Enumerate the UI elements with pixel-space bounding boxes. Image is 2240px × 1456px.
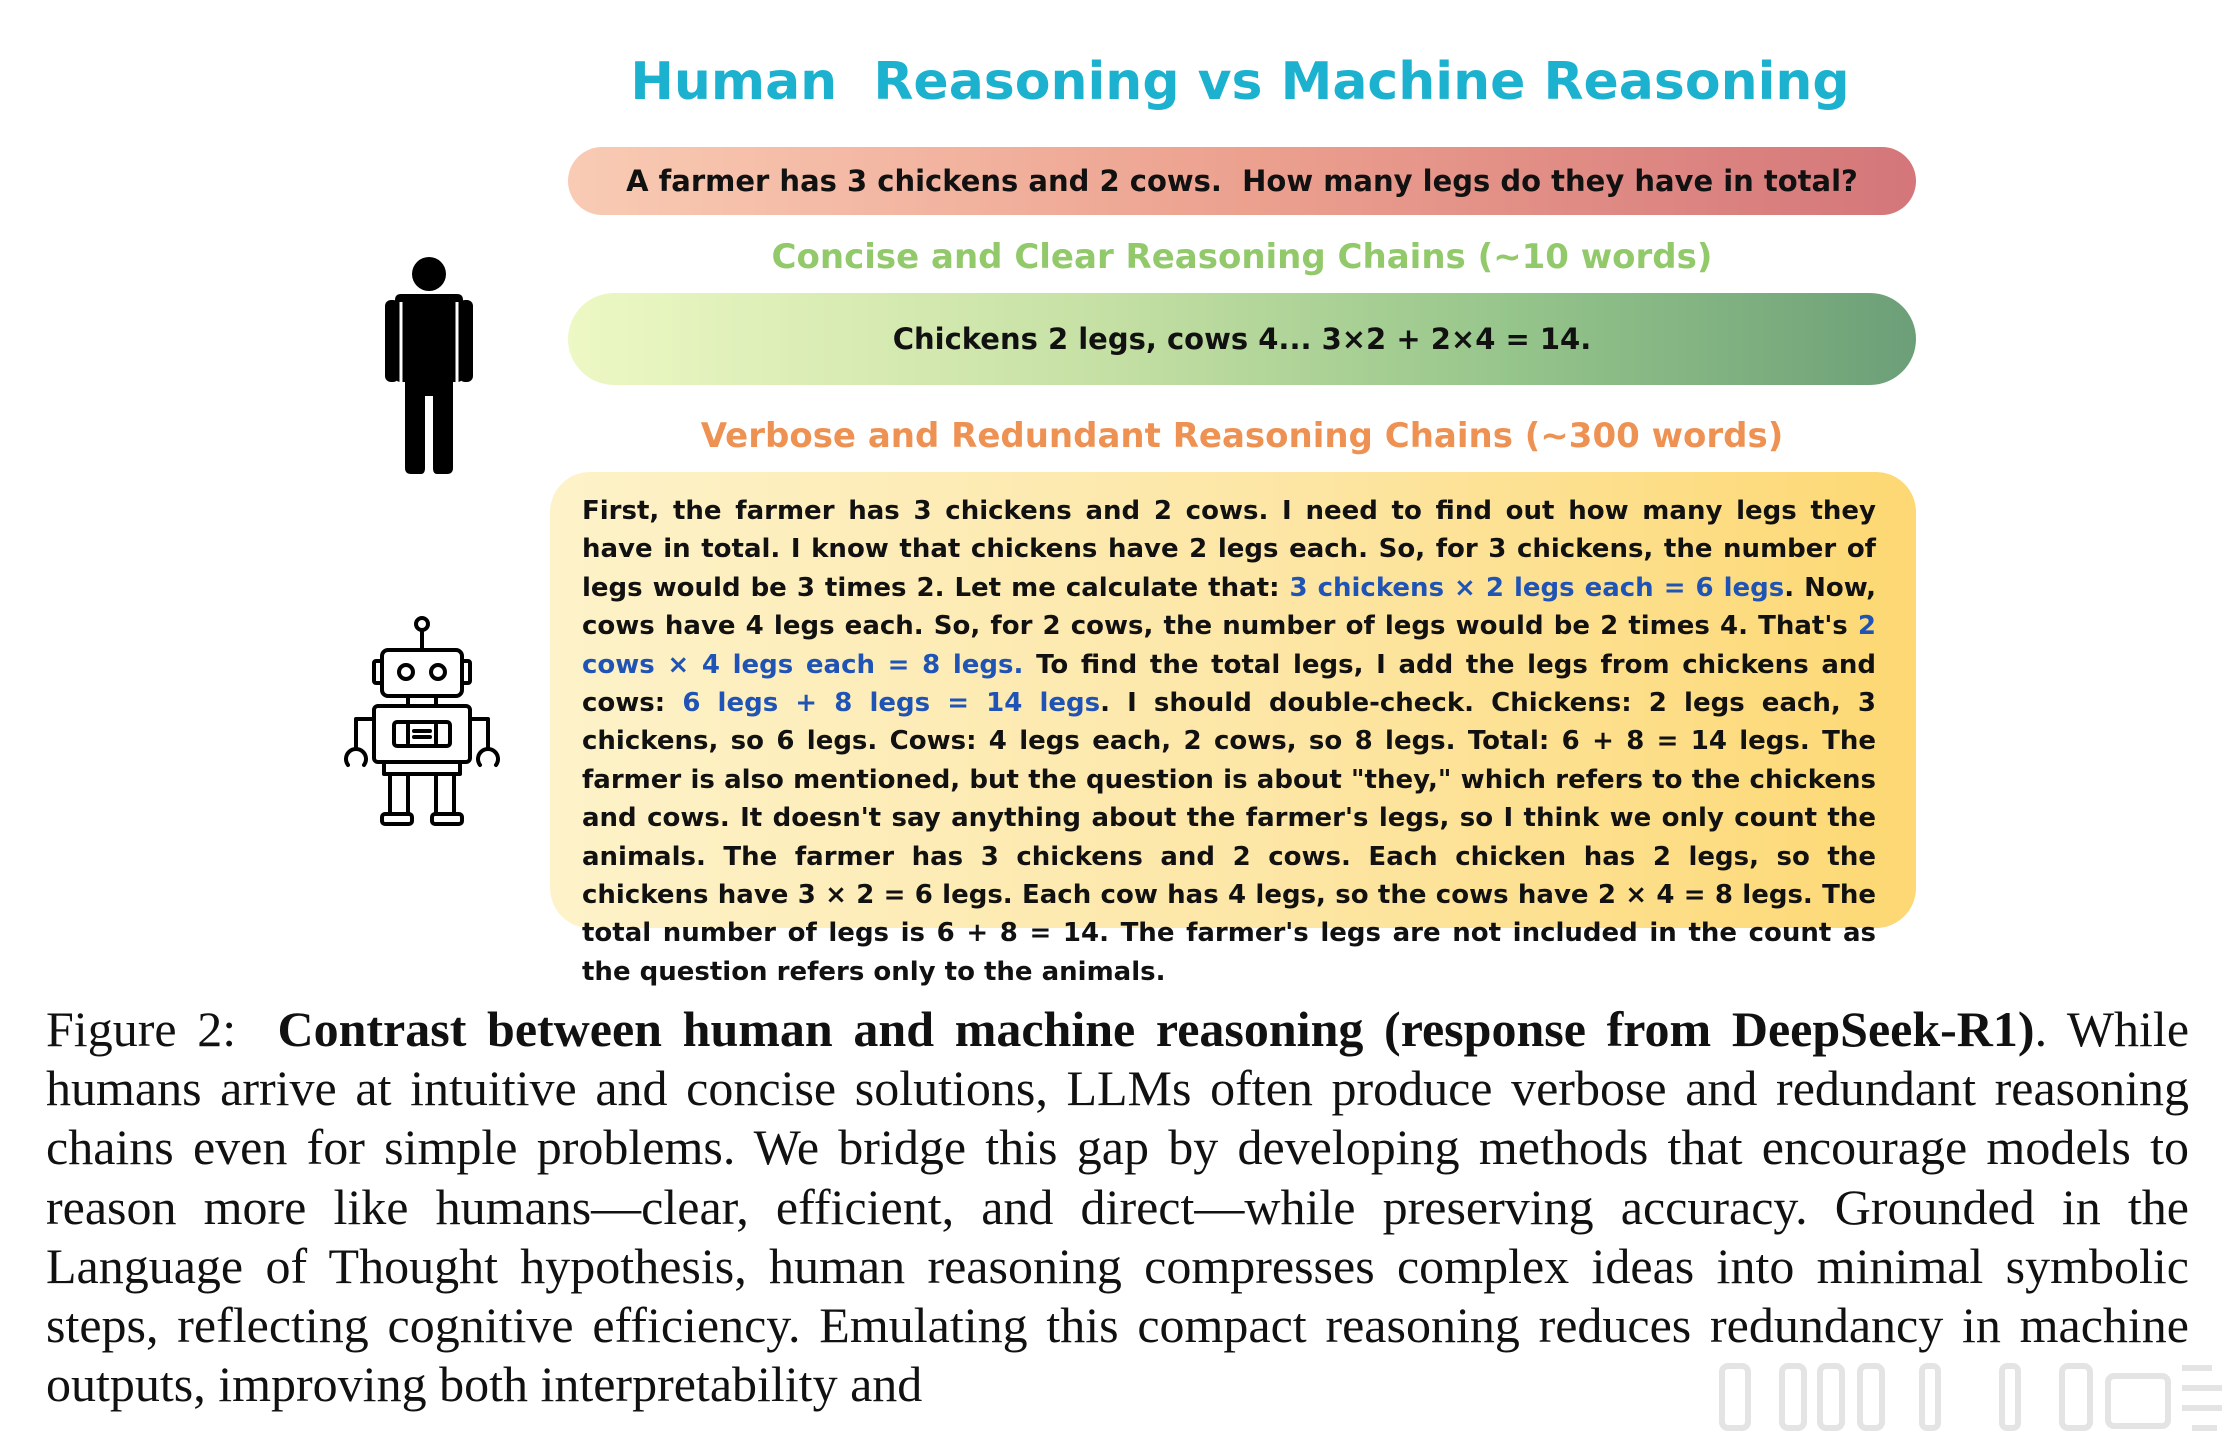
verbose-highlight-1: 3 chickens × 2 legs each = 6 legs <box>1289 572 1785 603</box>
verbose-answer-box <box>550 472 1916 987</box>
figure-title-container <box>0 52 2240 112</box>
verbose-text-part-1: First, the farmer has 3 chickens and 2 cows. I need to find out how many legs they have in total. I know that chickens have 2 legs each. So, for 3 chickens, the number of legs would be 3 times 2. Let me calculate that: <box>582 496 1876 603</box>
verbose-highlight-2: 2 cows × 4 legs each = 8 legs. <box>582 611 1876 680</box>
watermark-graphic <box>1712 1358 2232 1438</box>
verbose-text-part-2: . Now, cows have 4 legs each. So, for 2 cows, the number of legs would be 2 times 4. That's <box>582 572 1876 642</box>
question-banner <box>568 147 1916 215</box>
robot-icon <box>336 615 508 827</box>
verbose-answer-text <box>582 492 1876 991</box>
concise-answer-banner <box>568 293 1916 385</box>
verbose-highlight-3: 6 legs + 8 legs = 14 legs <box>682 688 1101 719</box>
caption-body: . While humans arrive at intuitive and concise solutions, LLMs often produce verbose and redundant reasoning chains even for simple problems. We bridge this gap by developing methods that encourage models to reason more like humans—clear, efficient, and direct—while preserving accuracy. Grounded in the Language of Thought hypothesis, human reasoning compresses complex ideas into minimal symbolic steps, reflecting cognitive efficiency. Emulating this compact reasoning reduces redundancy in machine outputs, improving both interpretability and <box>46 1001 2190 1413</box>
concise-answer-text: Chickens 2 legs, cows 4... 3×2 + 2×4 = 14. <box>892 322 1592 356</box>
verbose-text-part-4: . I should double-check. Chickens: 2 legs each, 3 chickens, so 6 legs. Cows: 4 legs each, 2 cows, so 8 legs. Total: 6 + 8 = 14 legs. The farmer is also mentioned, but the question is about "they," which refers to the chickens and cows. It doesn't say anything about the farmer's legs, so I think we only count the animals. The farmer has 3 chickens and 2 cows. Each chicken has 2 legs, so the chickens have 3 × 2 = 6 legs. Each cow has 4 legs, so the cows have 2 × 4 = 8 legs. The total number of legs is 6 + 8 = 14. The farmer's legs are not included in the count as the question refers only to the animals. <box>582 688 1877 987</box>
caption-label: Figure 2: <box>46 1001 237 1057</box>
figure-caption <box>46 1000 2189 1414</box>
caption-bold-title: Contrast between human and machine reasoning (response from DeepSeek-R1) <box>277 1001 2035 1057</box>
question-text: A farmer has 3 chickens and 2 cows. How many legs do they have in total? <box>626 164 1858 198</box>
verbose-heading: Verbose and Redundant Reasoning Chains (~300 words) <box>700 416 1784 456</box>
figure-title: Human Reasoning vs Machine Reasoning <box>630 52 1850 112</box>
verbose-text-part-3: To find the total legs, I add the legs from chickens and cows: <box>582 649 1876 719</box>
human-icon <box>385 256 473 474</box>
concise-heading: Concise and Clear Reasoning Chains (~10 words) <box>771 237 1713 277</box>
